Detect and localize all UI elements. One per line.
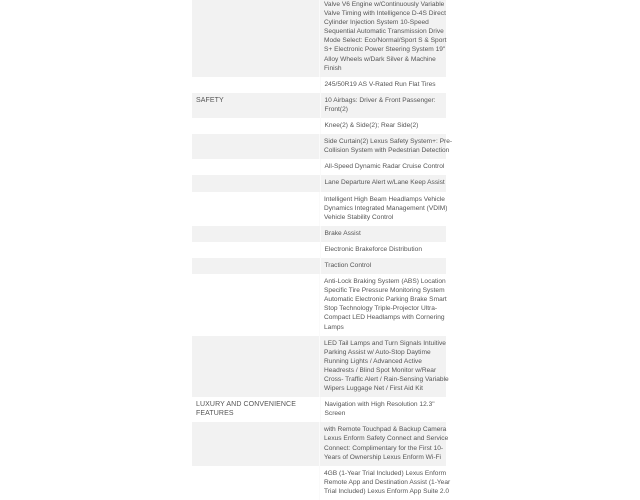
spec-value-line: Parking Assist w/ Auto-Stop Daytime (324, 348, 431, 356)
spec-value (320, 175, 447, 191)
spec-value-line: Automatic Electronic Parking Brake Smart (324, 296, 447, 304)
spec-row (192, 422, 449, 465)
spec-value (319, 134, 453, 159)
spec-row (192, 77, 446, 93)
spec-value-line: 10 Airbags: Driver & Front Passenger: (324, 96, 436, 104)
spec-value-line: Valve Timing with Intelligence D-4S Direct (324, 10, 446, 18)
spec-value (319, 466, 451, 500)
spec-value-line: Finish (324, 64, 342, 72)
spec-value-line: Lane Departure Alert w/Lane Keep Assist (324, 179, 445, 187)
spec-value-line: Knee(2) & Side(2); Rear Side(2) (324, 122, 419, 130)
spec-value-line: with Remote Touchpad & Backup Camera (324, 426, 447, 434)
spec-value-line: Vehicle Stability Control (324, 213, 394, 221)
spec-value-line: Front(2) (324, 105, 348, 113)
spec-row (192, 159, 446, 175)
spec-value-line: All-Speed Dynamic Radar Cruise Control (324, 163, 445, 171)
spec-category-label (192, 175, 320, 191)
spec-value-line: Remote App and Destination Assist (1-Year (324, 478, 451, 486)
spec-category-label (192, 118, 320, 134)
spec-row (192, 134, 453, 159)
spec-value-line: Cross- Traffic Alert / Rain-Sensing Variable (324, 376, 449, 383)
spec-row (192, 258, 446, 274)
spec-value-line: 245/50R19 AS V-Rated Run Flat Tires (324, 80, 436, 88)
spec-row (192, 466, 451, 500)
spec-value (320, 118, 447, 134)
spec-value-line: Years of Ownership Lexus Enform Wi-Fi (324, 453, 442, 461)
spec-value-line: Anti-Lock Braking System (ABS) Location (324, 278, 446, 286)
spec-value-line: LED Tail Lamps and Turn Signals Intuitive (324, 339, 446, 347)
spec-category-label: LUXURY AND CONVENIENCE FEATURES (196, 401, 296, 418)
spec-value (320, 77, 447, 93)
spec-value (320, 397, 447, 422)
spec-value-line: Side Curtain(2) Lexus Safety System+: Pre- (324, 138, 453, 146)
spec-row (192, 274, 446, 336)
spec-value-line: Trial Included) Lexus Enform App Suite 2.0 (324, 487, 450, 495)
spec-value (320, 93, 447, 118)
spec-category-label (192, 336, 319, 398)
spec-value (319, 336, 449, 398)
spec-value-line: Brake Assist (324, 229, 361, 237)
spec-value-line: Electronic Brakeforce Distribution (324, 245, 422, 253)
spec-value-line: Specific Tire Pressure Monitoring System (324, 287, 445, 295)
spec-value-line: 4GB (1-Year Trial Included) Lexus Enform (324, 469, 447, 477)
spec-row (192, 192, 446, 226)
spec-value-line: Headrests / Blind Spot Monitor w/Rear (324, 366, 437, 374)
spec-value-line: Sequential Automatic Transmission Drive (324, 28, 444, 36)
spec-value-line: Intelligent High Beam Headlamps Vehicle (324, 195, 445, 203)
spec-value-line: Compact LED Headlamps with Cornering (324, 314, 445, 322)
spec-value-line: Lexus Enform Safety Connect and Service (324, 435, 449, 443)
spec-category-label (192, 258, 320, 274)
spec-category-label (192, 226, 320, 242)
spec-category-label (192, 242, 320, 258)
spec-value-line: Traction Control (324, 261, 372, 269)
spec-row (192, 336, 449, 398)
spec-category-label (192, 274, 319, 336)
spec-row (192, 175, 446, 191)
spec-value (319, 0, 446, 77)
spec-row (192, 397, 446, 422)
spec-value-line: Alloy Wheels w/Dark Silver & Machine (324, 55, 436, 63)
spec-value (319, 192, 446, 226)
spec-value (319, 274, 446, 336)
spec-value (320, 258, 447, 274)
spec-value-line: Lamps (324, 323, 344, 331)
spec-value-line: Dynamics Integrated Management (VDIM) (324, 204, 448, 212)
spec-value-line: Running Lights / Advanced Active (324, 357, 422, 365)
spec-row (192, 0, 446, 77)
spec-category-label (192, 192, 319, 226)
spec-category-label: SAFETY (196, 96, 224, 104)
spec-value-line: Cylinder Injection System 10-Speed (324, 19, 429, 27)
spec-value-line: Navigation with High Resolution 12.3" (324, 401, 435, 409)
spec-value-line: Connect: Complimentary for the First 10- (324, 444, 444, 452)
spec-value-line: Wipers Luggage Net / First Aid Kit (324, 385, 423, 393)
spec-value (320, 242, 447, 258)
spec-category-label (192, 159, 320, 175)
spec-row (192, 118, 446, 134)
spec-value (320, 159, 447, 175)
spec-category-label (192, 134, 319, 159)
spec-value-line: Screen (324, 410, 346, 418)
spec-value-line: Valve V6 Engine w/Continuously Variable (324, 1, 445, 8)
spec-category-label (192, 0, 319, 77)
spec-category-label (192, 77, 320, 93)
spec-category-label (192, 466, 319, 500)
spec-value-line: Stop Technology Triple-Projector Ultra- (324, 305, 438, 313)
spec-row (192, 242, 446, 258)
spec-value (319, 422, 449, 465)
spec-value-line: Mode Select: Eco/Normal/Sport S & Sport (324, 37, 447, 45)
spec-row (192, 226, 446, 242)
specifications-table (192, 0, 453, 500)
spec-row (192, 93, 446, 118)
spec-value (320, 226, 447, 242)
spec-value-line: Collision System with Pedestrian Detection (324, 147, 450, 155)
spec-value-line: S+ Electronic Power Steering System 19" (324, 46, 446, 54)
spec-category-label (192, 422, 319, 465)
